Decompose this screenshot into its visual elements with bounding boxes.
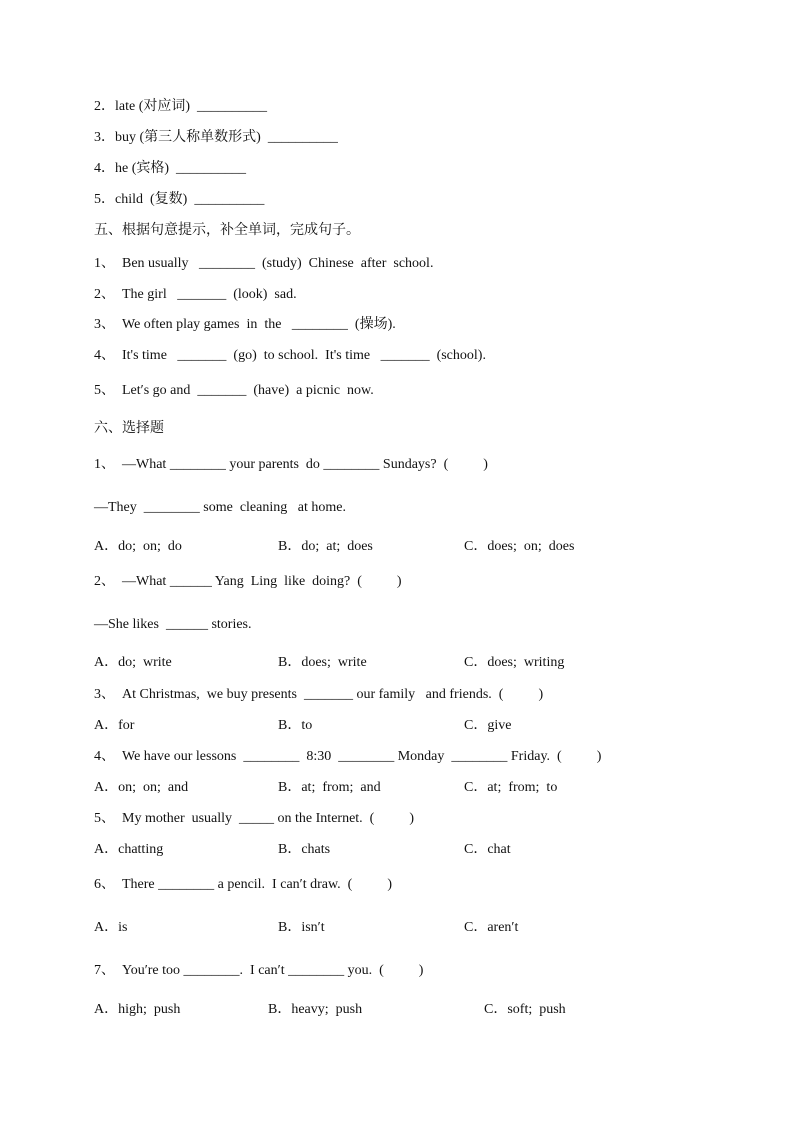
q4-option-b: B．at; from; and (278, 780, 381, 795)
question-4: 4、 We have our lessons ________ 8:30 ________ Monday ________ Friday. ( ) (94, 749, 602, 764)
q6-option-c: C．aren′t (464, 920, 519, 935)
question-5: 5、 My mother usually _____ on the Internet. ( ) (94, 811, 415, 826)
q7-option-c: C．soft; push (484, 1002, 566, 1017)
q3-option-b: B．to (278, 718, 313, 733)
question-2-answer-line: —She likes ______ stories. (94, 617, 252, 632)
part4-item-2: 2．late (对应词) __________ (94, 99, 268, 114)
q3-option-a: A．for (94, 718, 135, 733)
part5-item-5: 5、 Let′s go and _______ (have) a picnic now. (94, 383, 374, 398)
q7-option-a: A．high; push (94, 1002, 181, 1017)
q1-option-b: B．do; at; does (278, 539, 373, 554)
part4-item-3: 3．buy (第三人称单数形式) __________ (94, 130, 338, 145)
q2-option-b: B．does; write (278, 655, 367, 670)
question-1: 1、 —What ________ your parents do ________ Sundays? ( ) (94, 457, 488, 472)
question-2: 2、 —What ______ Yang Ling like doing? ( ) (94, 574, 402, 589)
q2-option-a: A．do; write (94, 655, 172, 670)
question-7: 7、 You′re too ________. I can′t ________ you. ( ) (94, 963, 424, 978)
q4-option-a: A．on; on; and (94, 780, 189, 795)
q3-option-c: C．give (464, 718, 512, 733)
part5-item-2: 2、 The girl _______ (look) sad. (94, 287, 297, 302)
q6-option-a: A．is (94, 920, 128, 935)
part5-item-1: 1、 Ben usually ________ (study) Chinese after school. (94, 256, 434, 271)
q6-option-b: B．isn′t (278, 920, 325, 935)
part5-item-3: 3、 We often play games in the ________ (操场). (94, 317, 396, 332)
part4-item-5: 5．child (复数) __________ (94, 192, 265, 207)
section-heading-part6: 六、选择题 (94, 421, 164, 436)
question-3: 3、 At Christmas, we buy presents _______ our family and friends. ( ) (94, 687, 544, 702)
q1-option-a: A．do; on; do (94, 539, 182, 554)
q2-option-c: C．does; writing (464, 655, 565, 670)
q5-option-a: A．chatting (94, 842, 164, 857)
q4-option-c: C．at; from; to (464, 780, 558, 795)
q1-option-c: C．does; on; does (464, 539, 575, 554)
question-6: 6、 There ________ a pencil. I can′t draw. ( ) (94, 877, 393, 892)
q7-option-b: B．heavy; push (268, 1002, 363, 1017)
part4-item-4: 4．he (宾格) __________ (94, 161, 247, 176)
q5-option-b: B．chats (278, 842, 331, 857)
section-heading-part5: 五、根据句意提示，补全单词，完成句子。 (94, 223, 360, 238)
question-1-answer-line: —They ________ some cleaning at home. (94, 500, 346, 515)
part5-item-4: 4、 It's time _______ (go) to school. It's time _______ (school). (94, 348, 486, 363)
q5-option-c: C．chat (464, 842, 511, 857)
